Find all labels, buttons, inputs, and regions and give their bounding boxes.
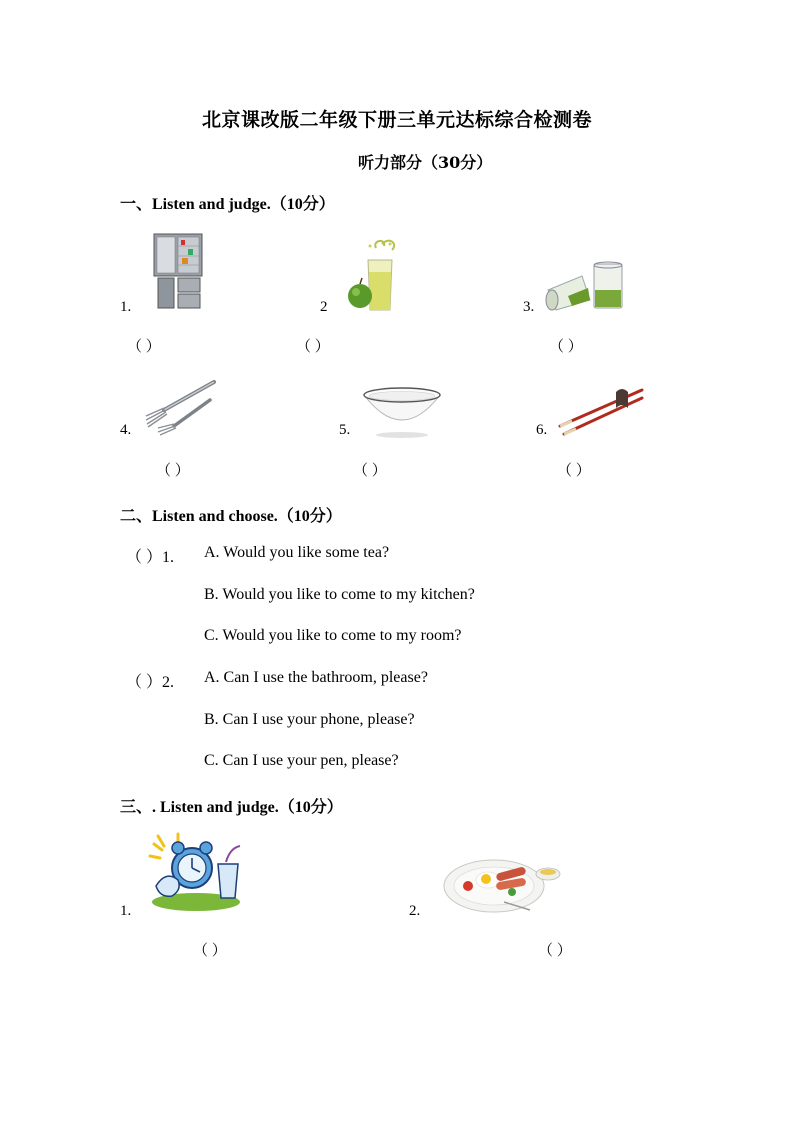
- s1-item2-number: 2: [320, 299, 328, 315]
- alarm-clock-image: [148, 834, 250, 912]
- section2-heading: 二、Listen and choose.（10分）: [120, 508, 342, 525]
- s1-item5-answer-blank[interactable]: （ ）: [353, 463, 387, 479]
- s3-item2-answer-blank[interactable]: （ ）: [538, 943, 572, 959]
- page-title: 北京课改版二年级下册三单元达标综合检测卷: [201, 109, 592, 131]
- s1-item4-answer-blank[interactable]: （ ）: [156, 463, 190, 479]
- s2-q2-prefix[interactable]: （ ）2.: [126, 674, 175, 691]
- refrigerator-image: [152, 232, 204, 310]
- s3-item1-answer-blank[interactable]: （ ）: [193, 943, 227, 959]
- page-subtitle: 听力部分（30分）: [358, 153, 493, 172]
- s2-q2-option-a: A. Can I use the bathroom, please?: [204, 669, 428, 686]
- chopsticks-image: [556, 384, 646, 436]
- s2-q1-option-c: C. Would you like to come to my room?: [204, 627, 462, 644]
- s1-item4-number: 4.: [120, 422, 132, 438]
- juice-glass-image: [346, 238, 402, 312]
- s2-q2-option-b: B. Can I use your phone, please?: [204, 711, 415, 728]
- s1-item3-number: 3.: [523, 299, 535, 315]
- forks-image: [142, 376, 218, 436]
- glasses-image: [544, 260, 626, 312]
- s2-q1-option-a: A. Would you like some tea?: [204, 544, 390, 561]
- s1-item1-number: 1.: [120, 299, 132, 315]
- bowl-image: [360, 385, 444, 439]
- s1-item3-answer-blank[interactable]: （ ）: [549, 339, 583, 355]
- s2-q1-prefix[interactable]: （ ）1.: [126, 549, 175, 566]
- breakfast-plate-image: [438, 848, 566, 920]
- section1-heading: 一、Listen and judge.（10分）: [120, 196, 335, 213]
- s1-item2-answer-blank[interactable]: （ ）: [296, 339, 330, 355]
- s1-item1-answer-blank[interactable]: （ ）: [127, 339, 161, 355]
- s2-q2-option-c: C. Can I use your pen, please?: [204, 752, 399, 769]
- s1-item6-number: 6.: [536, 422, 548, 438]
- s3-item2-number: 2.: [409, 903, 421, 919]
- s1-item5-number: 5.: [339, 422, 351, 438]
- s3-item1-number: 1.: [120, 903, 132, 919]
- s2-q1-option-b: B. Would you like to come to my kitchen?: [204, 586, 475, 603]
- s1-item6-answer-blank[interactable]: （ ）: [557, 463, 591, 479]
- section3-heading: 三、. Listen and judge.（10分）: [120, 799, 343, 816]
